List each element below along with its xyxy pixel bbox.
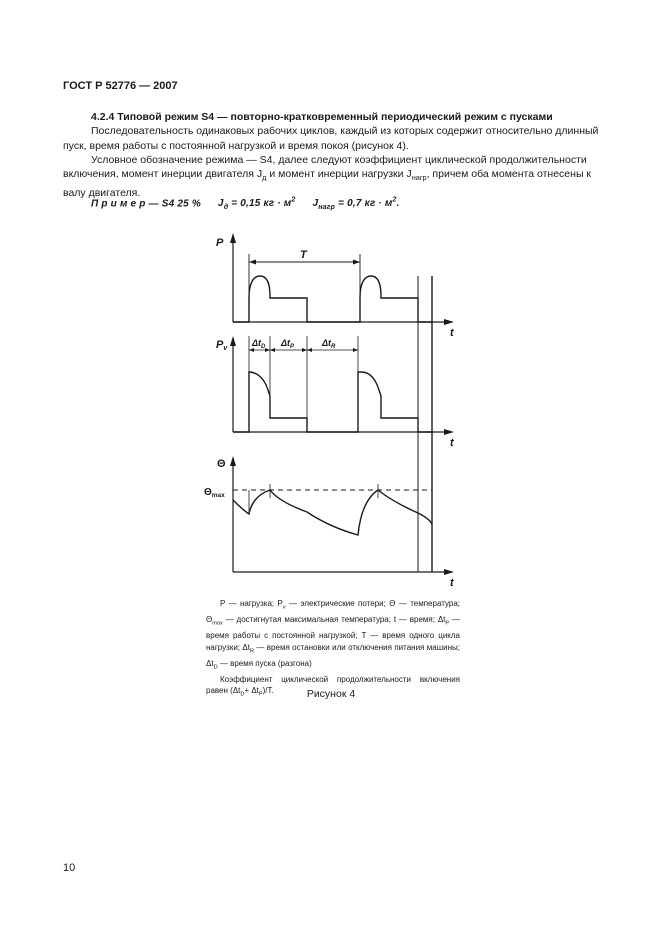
load-curve [233,276,432,322]
dt-stop-arrow-right [353,348,358,352]
example-j1-sup: 2 [291,197,296,204]
dt-start-label: $\Delta t_D$ [252,338,266,350]
temperature-graph [204,456,455,589]
legend-sub-p: P [445,620,450,627]
dt-work-arrow-right [302,348,307,352]
example-j2-sup: 2 [392,197,397,204]
dt-work-label: $\Delta t_P$ [281,338,295,350]
example-j1-sub: д [223,204,229,212]
legend-duty-mid: + Δt [244,686,259,696]
para2-end: , причем оба момента отнесены к валу двигателя. [63,168,591,199]
example-j1-value: = 0,15 кг · м [228,198,292,210]
legend-text-a: P — нагрузка; P [220,599,283,608]
example-j2-end: . [396,198,400,210]
temp-y-arrow [230,456,236,466]
load-y-arrow [230,233,236,243]
legend-sub-max: max [212,620,223,627]
legend-text-d: — время работы с постоянной нагрузкой; T — время одного цикла нагрузки; Δt [206,615,460,652]
losses-time-label: t [450,437,454,449]
dt-start-arrow-left [249,348,254,352]
period-arrow-left [249,260,256,265]
page-number: 10 [63,862,76,874]
losses-graph [216,336,455,449]
para2-sub-nagr: нагр [411,173,427,183]
temp-x-arrow [444,569,454,575]
period-label: T [300,249,307,261]
temp-time-label: t [450,577,454,589]
temp-axis-label: Θ [217,458,226,470]
example-j1: J [217,198,224,210]
period-arrow-right [353,260,360,265]
dt-stop-arrow-left [307,348,312,352]
load-time-label: t [450,327,454,339]
theta-max-label: $\Theta_{max}$ [204,487,225,499]
example-j2-value: = 0,7 кг · м [335,198,393,210]
example-j2: J [312,198,319,210]
legend-duty-text: Коэффициент циклической продолжительности включения равен (Δt [206,674,460,696]
load-x-arrow [444,319,454,325]
load-graph [216,233,455,339]
figure-legend [206,598,460,701]
section-title: 4.2.4 Типовой режим S4 — повторно-кратковременный периодический режим с пусками [91,111,553,123]
legend-sub-r: R [249,648,255,655]
losses-axis-label: Pv [216,339,228,352]
dt-work-arrow-left [270,348,275,352]
temperature-curve [233,490,432,535]
losses-y-arrow [230,336,236,346]
legend-text-f: — время пуска (разгона) [217,658,312,668]
legend-text-b: — электрические потери; Θ — температура; Θ [206,599,461,625]
dt-start-arrow-right [265,348,270,352]
para2-sub-d: д [262,173,267,183]
legend-duty-end: )/T. [262,686,274,696]
example-j2-sub: нагр [318,204,336,212]
dt-stop-label: $\Delta t_R$ [322,338,336,350]
losses-x-arrow [444,429,454,435]
para2-mid: и момент инерции нагрузки J [266,168,412,181]
losses-curve [233,372,432,432]
standard-header: ГОСТ Р 52776 — 2007 [63,80,178,92]
section-text-1: Последовательность одинаковых рабочих циклов, каждый из которых содержит относительно длинный пуск, время работы с постоянной нагрузкой и время покоя (рисунок 4). [63,125,599,152]
para2-text: Условное обозначение режима — S4, далее следуют коэффициент циклической продолжительности включения, момент инерции двигателя J [63,154,587,181]
legend-sub-d: D [213,664,218,671]
example-lead: П р и м е р — S4 25 % [91,198,201,210]
figure-caption: Рисунок 4 [306,688,356,700]
legend-text-e: — время остановки или отключения питания машины; Δt [206,642,461,668]
legend-duty-sub-p: P [258,691,263,698]
legend-sub-v: v [282,604,286,611]
legend-duty-sub-d: D [240,691,245,698]
legend-text-c: — достигнутая максимальная температура; t — время; Δt [222,615,446,625]
load-axis-label: P [216,237,224,249]
